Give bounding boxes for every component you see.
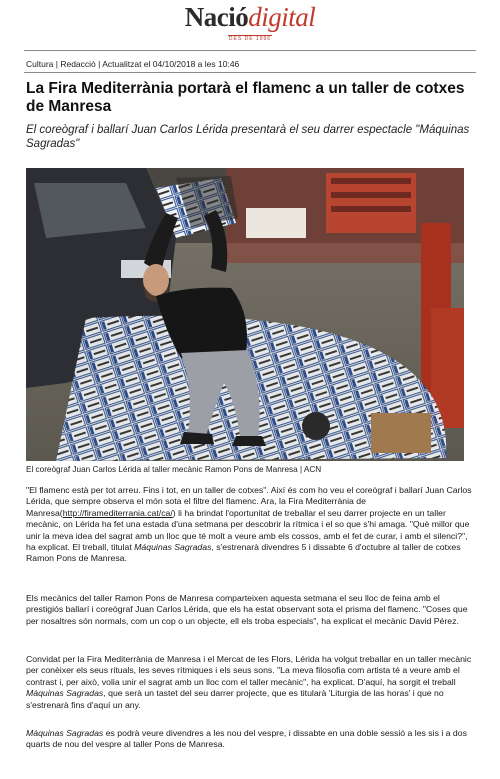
site-logo[interactable]: Naciódigital [184, 2, 316, 32]
top-divider [24, 50, 476, 51]
masthead [0, 0, 500, 46]
article-photo [26, 168, 464, 461]
paragraph-1: "El flamenc està per tot arreu. Fins i tot, en un taller de cotxes". Així és com ho veu el coreògraf i ballarí Juan Carlos Lérida, que sempre observa el món sota el filtre del flamenc. Ara, la Fira Mediterrània de Manresa(http://firamediterrania.cat/ca/) li ha brindat l'oportunitat de treballar el seu darrer projecte en un taller mecànic, on Lérida ha fet una estada d'una setmana per descobrir la rítmica i el so que s'hi amaga. "Què millor que unir la meva idea del sagrat amb un lloc que té molt a veure amb els cossos, amb el fet de curar, i amb el silenci?", ha explicat. El treball, titulat Máquinas Sagradas, s'estrenarà divendres 5 i dissabte 6 d'octubre al taller de cotxes Ramon Pons de Manresa. [26, 485, 472, 564]
paragraph-4: Máquinas Sagradas es podrà veure divendres a les nou del vespre, i dissabte en una doble sessió a les sis i a dos quarts de nou del vespre al taller Pons de Manresa. [26, 728, 467, 750]
logo-since: DES DE 1996 [228, 36, 272, 42]
photo-caption: El coreògraf Juan Carlos Lérida al taller mecànic Ramon Pons de Manresa | ACN [26, 465, 322, 474]
article-title: La Fira Mediterrània portarà el flamenc a un taller de cotxes de Manresa [26, 80, 465, 115]
fira-mediterrania-link[interactable]: http://firamediterrania.cat/ca/ [62, 507, 173, 518]
paragraph-3: Convidat per la Fira Mediterrània de Manresa i el Mercat de les Flors, Lérida ha volgut treballar en un taller mecànic per conèixer els seus rituals, les seves rítmiques i els seus sons. "La meva filosofia com artista té a veure amb el contrast i, per això, volia unir el sagrat amb un lloc com el taller mecànic", ha explicat. D'aquí, ha sorgit el treball Máquinas Sagradas, que serà un tastet del seu darrer projecte, que es titularà 'Liturgia de las horas' i que no s'estrenarà fins d'aquí un any. [26, 654, 472, 710]
article-meta: Cultura | Redacció | Actualitzat el 04/10/2018 a les 10:46 [26, 59, 240, 69]
article-subtitle: El coreògraf i ballarí Juan Carlos Lérida presentarà el seu darrer espectacle "Máquinas Sagradas" [26, 124, 470, 150]
paragraph-2: Els mecànics del taller Ramon Pons de Manresa comparteixen aquesta setmana el seu lloc de feina amb el prestigiós ballarí i coreògraf Juan Carlos Lérida, que els ha estat observant sota el prisma del flamenc. "Coses que per nosaltres són normals, com un cop o un objecte, ell els troba especials", ha explicat el mecànic David Pérez. [26, 593, 468, 626]
meta-divider [24, 72, 476, 73]
